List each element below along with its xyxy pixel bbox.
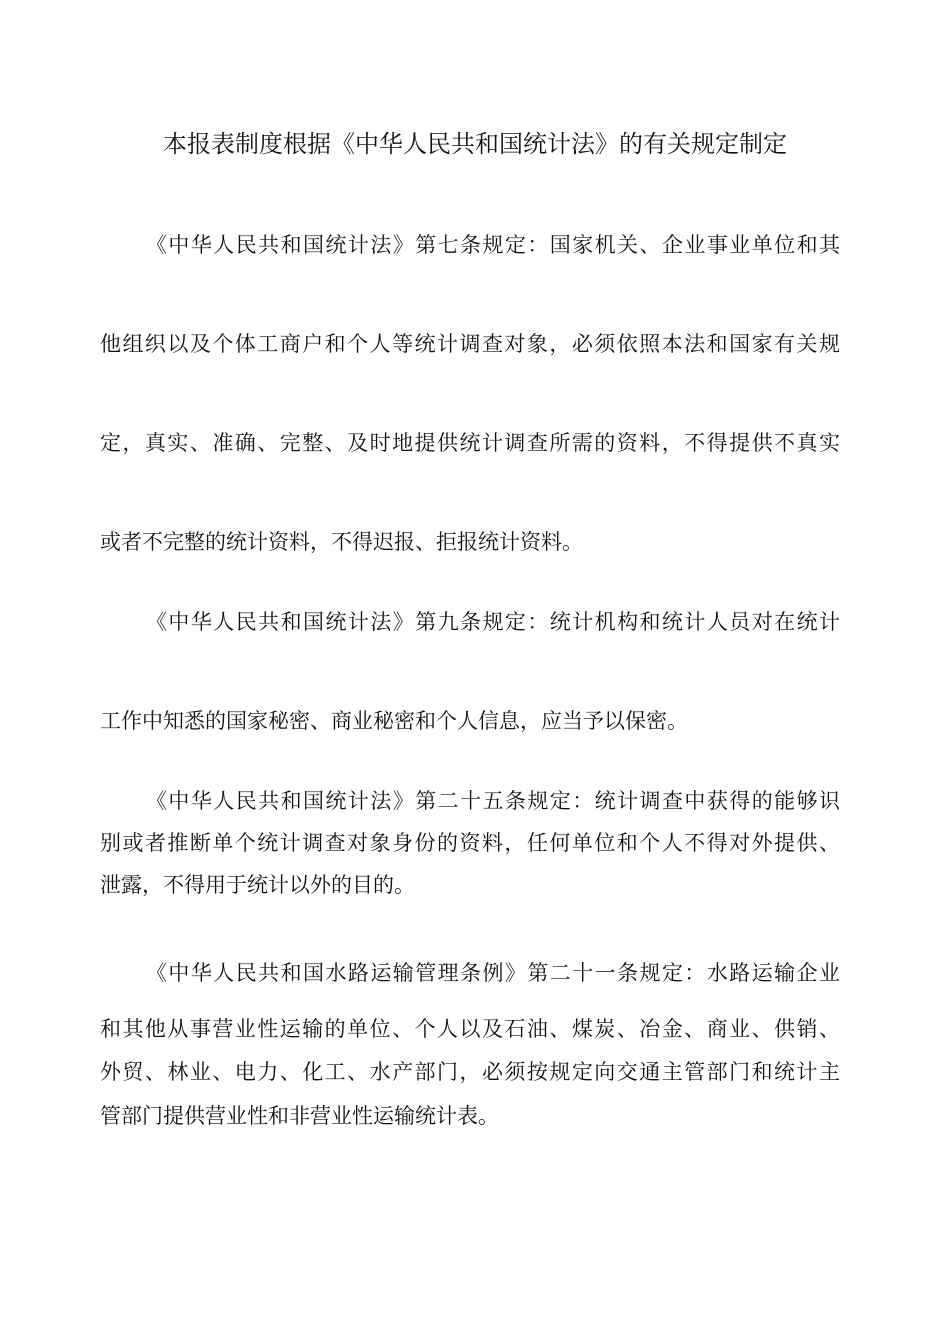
paragraph-line: 定，真实、准确、完整、及时地提供统计调查所需的资料，不得提供不真实 [100, 431, 840, 455]
paragraph-line: 工作中知悉的国家秘密、商业秘密和个人信息，应当予以保密。 [100, 709, 688, 733]
document-title: 本报表制度根据《中华人民共和国统计法》的有关规定制定 [163, 130, 787, 158]
paragraph-line: 《中华人民共和国统计法》第二十五条规定：统计调查中获得的能够识 [146, 789, 840, 813]
paragraph-line: 泄露，不得用于统计以外的目的。 [100, 873, 415, 897]
paragraph-line: 外贸、林业、电力、化工、水产部门，必须按规定向交通主管部门和统计主 [100, 1060, 840, 1084]
paragraph-line: 别或者推断单个统计调查对象身份的资料，任何单位和个人不得对外提供、 [100, 831, 840, 855]
paragraph-line: 《中华人民共和国统计法》第九条规定：统计机构和统计人员对在统计 [146, 610, 840, 634]
paragraph-line: 《中华人民共和国统计法》第七条规定：国家机关、企业事业单位和其 [146, 233, 840, 257]
paragraph-line: 管部门提供营业性和非营业性运输统计表。 [100, 1104, 499, 1128]
paragraph-line: 《中华人民共和国水路运输管理条例》第二十一条规定：水路运输企业 [146, 961, 840, 985]
paragraph-line: 和其他从事营业性运输的单位、个人以及石油、煤炭、冶金、商业、供销、 [100, 1017, 840, 1041]
paragraph-line: 他组织以及个体工商户和个人等统计调查对象，必须依照本法和国家有关规 [100, 332, 840, 356]
paragraph-line: 或者不完整的统计资料，不得迟报、拒报统计资料。 [100, 530, 583, 554]
